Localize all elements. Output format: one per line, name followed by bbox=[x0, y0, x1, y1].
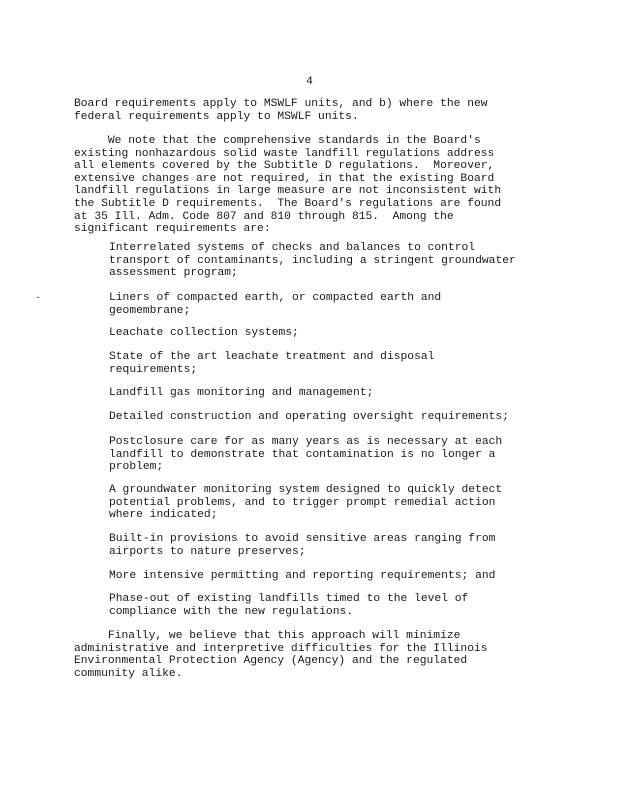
list-item: Phase-out of existing landfills timed to the level of compliance with the new regulations. bbox=[109, 593, 469, 618]
scan-speck bbox=[37, 297, 39, 298]
list-item: Interrelated systems of checks and balances to control transport of contaminants, including a stringent groundwater assessment program; bbox=[109, 242, 516, 280]
intro-paragraph bbox=[74, 135, 554, 236]
continuation-paragraph bbox=[74, 98, 554, 123]
list-item: Built-in provisions to avoid sensitive areas ranging from airports to nature preserves; bbox=[109, 533, 496, 558]
list-item: Leachate collection systems; bbox=[109, 327, 299, 339]
paragraph-text: Board requirements apply to MSWLF units, and b) where the new federal requirements apply to MSWLF units. bbox=[74, 98, 488, 123]
list-item: Landfill gas monitoring and management; bbox=[109, 387, 374, 399]
paragraph-text: Finally, we believe that this approach will minimize administrative and interpretive difficulties for the Illinois Environmental Protection Agency (Agency) and the regulated community alike. bbox=[74, 630, 488, 680]
list-item: A groundwater monitoring system designed to quickly detect potential problems, and to trigger prompt remedial action where indicated; bbox=[109, 484, 503, 522]
list-item: More intensive permitting and reporting requirements; and bbox=[109, 570, 496, 582]
list-item: Liners of compacted earth, or compacted earth and geomembrane; bbox=[109, 292, 442, 317]
list-item: Detailed construction and operating oversight requirements; bbox=[109, 411, 509, 423]
page-number: 4 bbox=[306, 76, 313, 88]
list-item: State of the art leachate treatment and disposal requirements; bbox=[109, 351, 435, 376]
paragraph-text: We note that the comprehensive standards in the Board's existing nonhazardous solid waste landfill regulations address all elements covered by the Subtitle D regulations. Moreover, extensive changes are not required, in that the existing Board landfill regulations in large measure are not inconsistent with the Subtitle D requirements. The Board's regulations are found at 35 Ill. Adm. Code 807 and 810 through 815. Among the significant requirements are: bbox=[74, 135, 502, 236]
closing-paragraph bbox=[74, 630, 554, 680]
list-item: Postclosure care for as many years as is necessary at each landfill to demonstrate that contamination is no longer a problem; bbox=[109, 436, 503, 474]
